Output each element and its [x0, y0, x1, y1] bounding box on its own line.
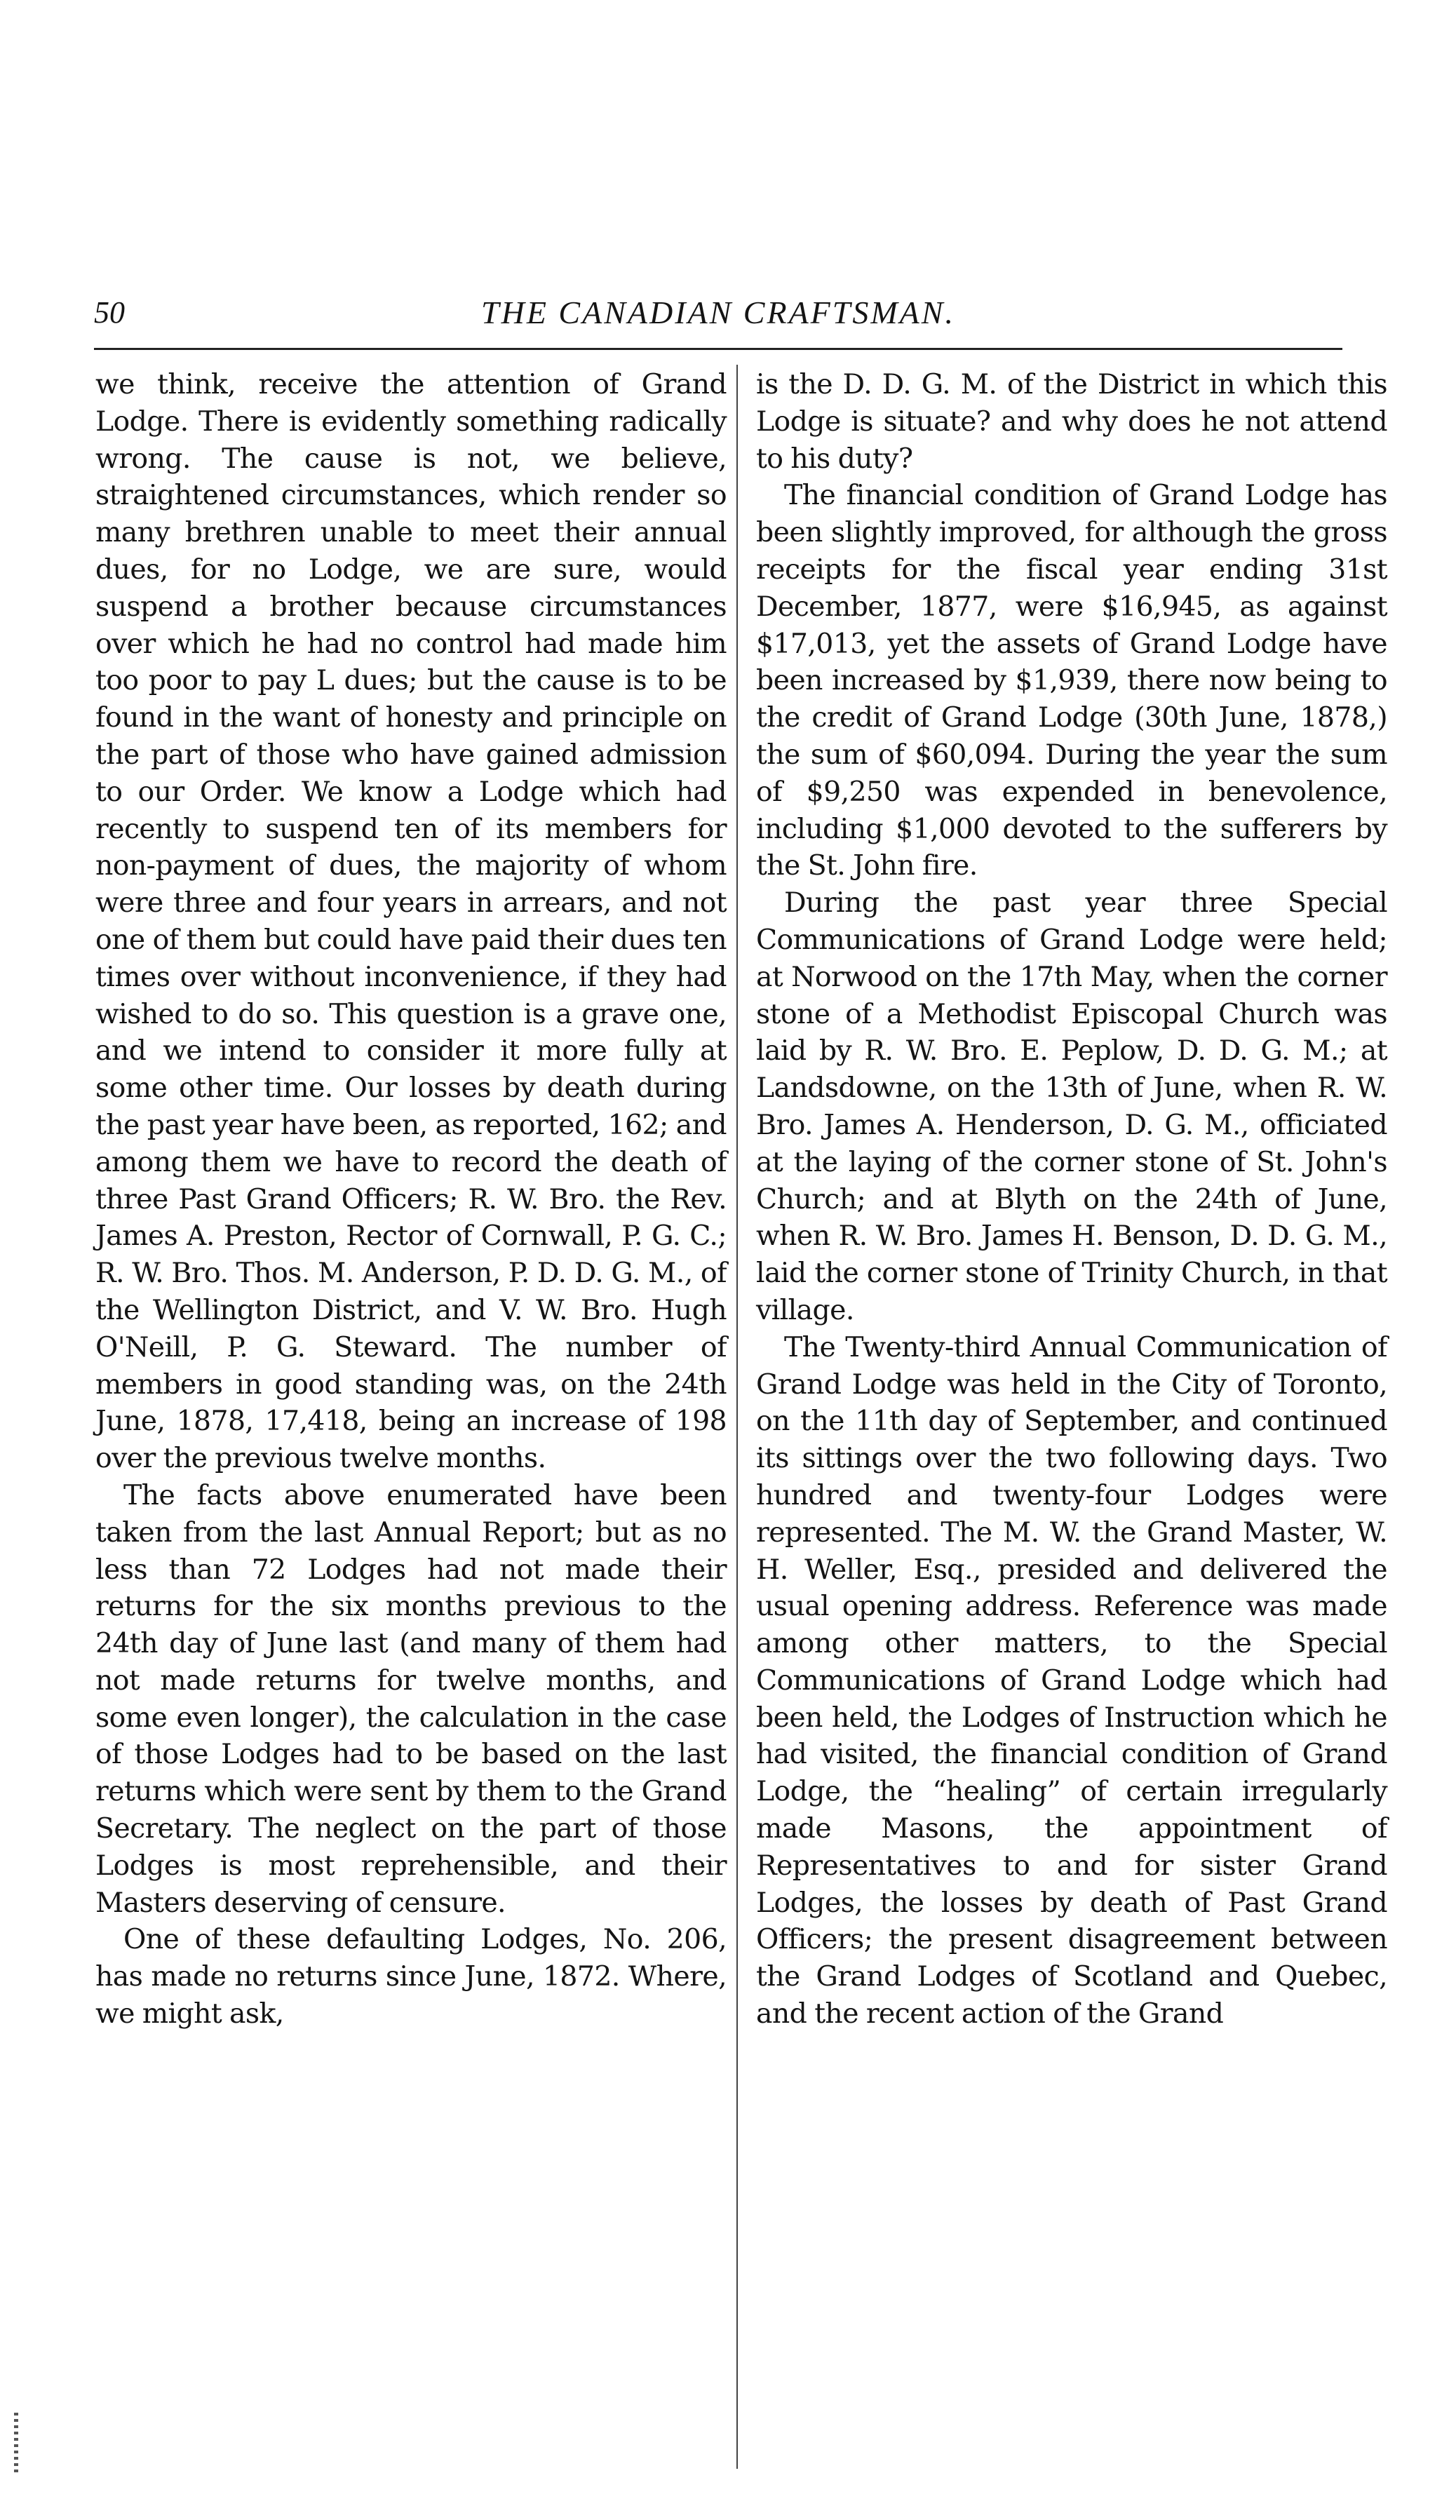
paragraph: is the D. D. G. M. of the District in which this Lodge is situate? and why does he not attend to his duty?: [756, 368, 1387, 475]
running-header: [94, 292, 1342, 334]
paragraph: The facts above enumerated have been taken from the last Annual Report; but as no less than 72 Lodges had not made their returns for the six months previous to the 24th day of June last (and many of them had not made returns for twelve months, and some even longer), the calculation in the case of those Lodges had to be based on the last returns which were sent by them to the Grand Secretary. The neglect on the part of those Lodges is most reprehensible, and their Masters deserving of censure.: [95, 1478, 727, 1919]
paragraph: we think, receive the attention of Grand Lodge. There is evidently something radically wrong. The cause is not, we believe, straightened circumstances, which render so many brethren unable to meet their annual dues, for no Lodge, we are sure, would suspend a brother because circumstances over which he had no control had made him too poor to pay L dues; but the cause is to be found in the want of honesty and principle on the part of those who have gained admission to our Order. We know a Lodge which had recently to suspend ten of its members for non-payment of dues, the majority of whom were three and four years in arrears, and not one of them but could have paid their dues ten times over without inconvenience, if they had wished to do so. This question is a grave one, and we intend to consider it more fully at some other time. Our losses by death during the past year have been, as reported, 162; and among them we have to record the death of three Past Grand Officers; R. W. Bro. the Rev. James A. Preston, Rector of Cornwall, P. G. C.; R. W. Bro. Thos. M. Anderson, P. D. D. G. M., of the Wellington District, and V. W. Bro. Hugh O'Neill, P. G. Steward. The number of members in good standing was, on the 24th June, 1878, 17,418, being an increase of 198 over the previous twelve months.: [95, 368, 727, 1475]
scan-edge-marks: [14, 2413, 18, 2476]
paragraph: The Twenty-third Annual Communication of Grand Lodge was held in the City of Toronto, on the 11th day of September, and continued its sittings over the two following days. Two hundred and twenty-four Lodges were represented. The M. W. the Grand Master, W. H. Weller, Esq., presided and delivered the usual opening address. Reference was made among other matters, to the Special Communications of Grand Lodge which had been held, the Lodges of Instruction which he had visited, the financial condition of Grand Lodge, the “healing” of certain irregularly made Masons, the appointment of Representatives to and for sister Grand Lodges, the losses by death of Past Grand Officers; the present disagreement between the Grand Lodges of Scotland and Quebec, and the recent action of the Grand: [756, 1330, 1387, 2030]
left-column: [95, 366, 727, 2033]
paragraph: One of these defaulting Lodges, No. 206, has made no returns since June, 1872. Where, we might ask,: [95, 1923, 727, 2030]
journal-title: THE CANADIAN CRAFTSMAN.: [481, 295, 955, 330]
column-divider: [736, 365, 738, 2469]
header-rule: [94, 348, 1342, 350]
paragraph: During the past year three Special Communications of Grand Lodge were held; at Norwood on the 17th May, when the corner stone of a Methodist Episcopal Church was laid by R. W. Bro. E. Peplow, D. D. G. M.; at Landsdowne, on the 13th of June, when R. W. Bro. James A. Henderson, D. G. M., officiated at the laying of the corner stone of St. John's Church; and at Blyth on the 24th of June, when R. W. Bro. James H. Benson, D. D. G. M., laid the corner stone of Trinity Church, in that village.: [756, 887, 1387, 1326]
right-column: [756, 366, 1387, 2033]
paragraph: The financial condition of Grand Lodge has been slightly improved, for although the gross receipts for the fiscal year ending 31st December, 1877, were $16,945, as against $17,013, yet the assets of Grand Lodge have been increased by $1,939, there now being to the credit of Grand Lodge (30th June, 1878,) the sum of $60,094. During the year the sum of $9,250 was expended in benevolence, including $1,000 devoted to the sufferers by the St. John fire.: [756, 479, 1387, 882]
page-number: 50: [94, 295, 125, 330]
